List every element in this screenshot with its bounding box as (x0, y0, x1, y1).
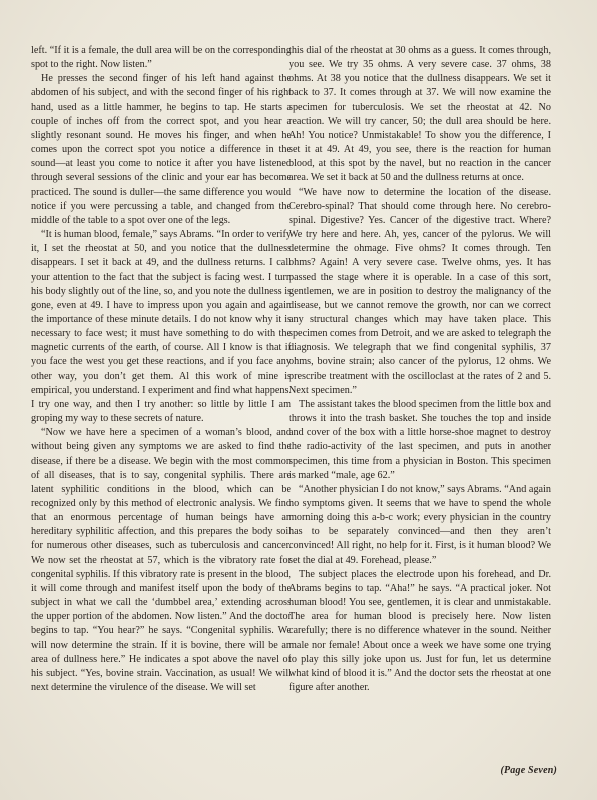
paragraph: “Now we have here a specimen of a woman’s blood, and without being given any symptoms we are asked to find the disease, if there be a disease. We begin with the most common of all diseases, that is to say, congenital syphilis. There are latent syphilitic conditions in the blood, which can be recognized only by this method of electronic analysis. We find that an enormous percentage of human beings have an hereditary syphilitic affection, and this prepares the body soil for numerous other diseases, such as tuberculosis and cancer. We now set the rheostat at 57, which is the vibratory rate for congenital syphilis. If this vibratory rate is present in the blood, it will come through and manifest itself upon the body of the subject in what we call the ‘dumbbel area,’ extending across the upper portion of the abdomen. Now listen.” And the doctor begins to tap. “You hear?” he says. “Congenital syphilis. We will now determine the strain. If it is bovine, there will be an area of dullness here.” He indicates a spot above the navel of his subject. “Yes, bovine strain. Vaccination, as usual! We will next determine the virulence of the disease. We will set (31, 427, 291, 694)
paragraph: “We have now to determine the location of the disease. Cerebro-spinal? That should come through here. No cerebro-spinal. Digestive? Yes. Cancer of the digestive tract. Where? We try here and here. Ah, yes, cancer of the pylorus. We will determine the ohmage. Five ohms? It comes through. Ten ohms? Again! A very severe case. Twelve ohms, yes. It has passed the stage where it is operable. In a case of this sort, gentlemen, we are in position to destroy the malignancy of the disease, but we cannot remove the growth, nor can we correct any structural changes which may have taken place. This specimen comes from Detroit, and we are asked to telegraph the diagnosis. We telegraph that we find congenital syphilis, 37 ohms, bovine strain; also cancer of the pylorus, 12 ohms. We prescribe treatment with the oscilloclast at the rates of 2 and 5. Next specimen.” (289, 186, 551, 396)
right-column (289, 44, 551, 695)
paragraph: “It is human blood, female,” says Abrams. “In order to verify it, I set the rheostat at 50, and you notice that the dullness disappears. I set it back at 49, and the dullness returns. I call your attention to the fact that the subject is facing west. I turn his body slightly out of the line, so, and you note the dullness is gone, even at 49. I have to impress upon you again and again the importance of these minute details. I do not know why it is necessary to face west; it must have something to do with the magnetic currents of the earth, of course. All I know is that if you face the west you get these reactions, and if you face any other way, you don’t get them. Al this work of mine is empirical, you understand. I experiment and find what happens. I try one way, and then I try another: so little by little I am groping my way to these secrets of nature. (31, 229, 291, 425)
left-column (31, 44, 291, 695)
paragraph: The subject places the electrode upon his forehead, and Dr. Abrams begins to tap. “Aha!” he says. “A practical joker. Not human blood! You see, gentlemen, it is clear and unmistakable. The area for human blood is precisely here. Now listen carefully; there is no difference whatever in the sound. Neither male nor female! About once a week we have some one trying to play this silly joke upon us. Just for fun, let us determine what kind of blood it is.” And the doctor sets the rheostat at one figure after another. (289, 568, 551, 694)
page-number-footer: (Page Seven) (500, 765, 557, 776)
paragraph: “Another physician I do not know,” says Abrams. “And again no symptoms given. It seems that we have to spend the whole morning doing this a-b-c work; every physician in the country has to be separately convinced—and then they aren’t convinced! All right, no help for it. First, is it human blood? We set the dial at 49. Forehead, please.” (289, 483, 551, 566)
paragraph: He presses the second finger of his left hand against the abdomen of his subject, and with the second finger of his right hand, used as a little hammer, he begins to tap. He starts a couple of inches off from the correct spot, and you hear a slightly resonant sound. He moves his finger, and when he comes upon the correct spot you notice a difference in the sound—at least you come to notice it after you have listened through several sessions of the clinic and your ear has become practiced. The sound is duller—the same difference you would notice if you were percussing a table, and changed from the middle of the table to a spot over one of the legs. (31, 73, 291, 226)
paragraph: left. “If it is a female, the dull area will be on the corresponding spot to the right. Now listen.” (31, 45, 291, 71)
paragraph: The assistant takes the blood specimen from the little box and throws it into the trash basket. She touches the top and inside and cover of the box with a little horse-shoe magnet to destroy the radio-activity of the last specimen, and puts in another specimen, this time from a physician in Boston. This specimen is marked “male, age 62.” (289, 398, 551, 481)
paragraph: this dial of the rheostat at 30 ohms as a guess. It comes through, you see. We try 35 ohms. A very severe case. 37 ohms, 38 ohms. At 38 you notice that the dullness disappears. We set it back to 37. It comes through at 37. We will now examine the specimen for tuberculosis. We set the rheostat at 42. No reaction. We will try cancer, 50; the dull area should be here. Ah! You notice? Unmistakable! To show you the difference, I set it at 49. At 49, you see, there is the reaction for human blood, at this spot by the navel, but no reaction in the cancer area. We set it back at 50 and the dullness returns at once. (289, 45, 551, 184)
